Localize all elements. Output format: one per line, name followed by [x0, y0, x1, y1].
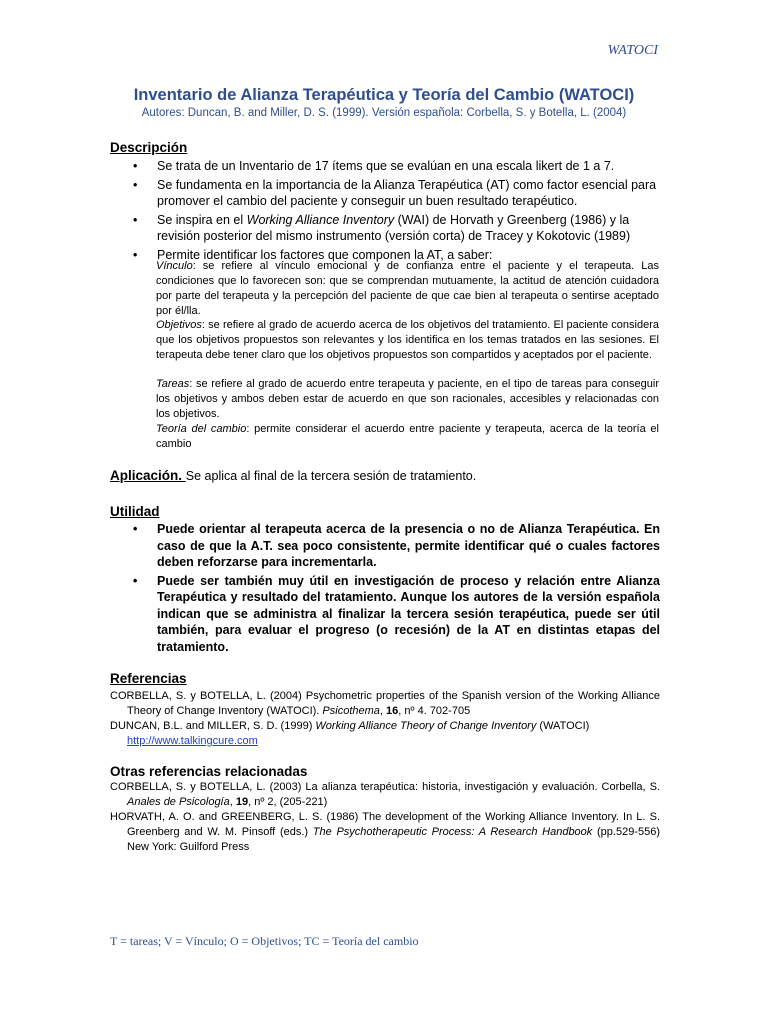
factor-objetivos: Objetivos: se refiere al grado de acuerdo acerca de los objetivos del tratamiento. El paciente considera que los objetivos propuestos son relevantes y los identifica en los temas tratados en las sesiones. El terapeuta debe tener claro que los objetivos propuestos son compartidos y aceptados por el paciente. [156, 319, 659, 361]
bullet-icon: • [133, 573, 138, 588]
referencias-list [110, 689, 660, 749]
bullet-icon: • [133, 178, 138, 192]
utilidad-list [110, 521, 660, 655]
reference-item: CORBELLA, S. y BOTELLA, L. (2004) Psychometric properties of the Spanish version of the Working Alliance Theory of Change Inventory (WATOCI). Psicothema, 16, nº 4. 702-705 [110, 690, 660, 717]
descripcion-heading: Descripción [110, 140, 188, 155]
referencias-heading: Referencias [110, 671, 187, 686]
factor-teoria-cambio: Teoría del cambio: permite considerar el acuerdo entre paciente y terapeuta, acerca de la teoría el cambio [156, 423, 659, 450]
header-tag: WATOCI [607, 43, 658, 58]
list-item: • Puede orientar al terapeuta acerca de la presencia o no de Alianza Terapéutica. En caso de que la A.T. sea poco consistente, permite identificar qué o cuales factores deben reforzarse para incrementarla. [133, 522, 660, 569]
factor-tareas: Tareas: se refiere al grado de acuerdo entre terapeuta y paciente, en el tipo de tareas para conseguir los objetivos y ambos deben estar de acuerdo en que son racionales, accesibles y relacionadas con los objetivos. [156, 378, 659, 420]
talkingcure-link[interactable]: http://www.talkingcure.com [127, 735, 258, 747]
reference-item: CORBELLA, S. y BOTELLA, L. (2003) La alianza terapéutica: historia, investigación y evaluación. Corbella, S. Anales de Psicología, 19, nº 2, (205-221) [110, 781, 660, 808]
aplicacion-section [110, 468, 476, 483]
descripcion-list [110, 158, 660, 263]
factor-vinculo: Vínculo: se refiere al vínculo emocional y de confianza entre el paciente y el terapeuta. Las condiciones que lo favorecen son: que se comprendan mutuamente, la actitud de atención cuidadora por parte del terapeuta y la percepción del paciente de que cae bien al terapeuta o sentirse aceptado por él/lla. [156, 260, 659, 317]
reference-link-row [110, 734, 660, 749]
bullet-icon: • [133, 213, 138, 227]
footer-legend: T = tareas; V = Vínculo; O = Objetivos; TC = Teoría del cambio [110, 934, 419, 948]
authors-line: Autores: Duncan, B. and Miller, D. S. (1999). Versión española: Corbella, S. y Botella, L. (2004) [141, 107, 627, 119]
list-item: • Puede ser también muy útil en investigación de proceso y relación entre Alianza Terapéutica y resultado del tratamiento. Aunque los autores de la versión española indican que se administra al finalizar la tercera sesión terapéutica, puede ser útil también, para evaluar el progreso (o recesión) de la AT en distintas etapas del tratamiento. [133, 573, 660, 654]
bullet-icon: • [133, 522, 138, 536]
bullet-icon: • [133, 248, 138, 262]
list-item: • Permite identificar los factores que componen la AT, a saber: [133, 248, 493, 262]
utilidad-heading: Utilidad [110, 504, 160, 519]
reference-item: DUNCAN, B.L. and MILLER, S. D. (1999) Working Alliance Theory of Change Inventory (WATOCI) [110, 720, 590, 732]
otras-list [110, 780, 660, 855]
page-title: Inventario de Alianza Terapéutica y Teoría del Cambio (WATOCI) [133, 86, 635, 104]
otras-heading: Otras referencias relacionadas [110, 764, 308, 779]
aplicacion-text: Se aplica al final de la tercera sesión de tratamiento. [185, 469, 477, 483]
reference-item: HORVATH, A. O. and GREENBERG, L. S. (1986) The development of the Working Alliance Inventory. In L. S. Greenberg and W. M. Pinsoff (eds.) The Psychotherapeutic Process: A Research Handbook (pp.529-556) New York: Guilford Press [110, 811, 660, 853]
list-item: • Se inspira en el Working Alliance Inventory (WAI) de Horvath y Greenberg (1986) y la revisión posterior del mismo instrumento (versión corta) de Tracey y Kokotovic (1989) [133, 213, 631, 243]
list-item: • Se trata de un Inventario de 17 ítems que se evalúan en una escala likert de 1 a 7. [133, 159, 615, 173]
aplicacion-heading: Aplicación. [110, 468, 186, 483]
list-item: • Se fundamenta en la importancia de la Alianza Terapéutica (AT) como factor esencial para promover el cambio del paciente y conseguir un buen resultado terapéutico. [133, 178, 657, 208]
bullet-icon: • [133, 159, 138, 173]
